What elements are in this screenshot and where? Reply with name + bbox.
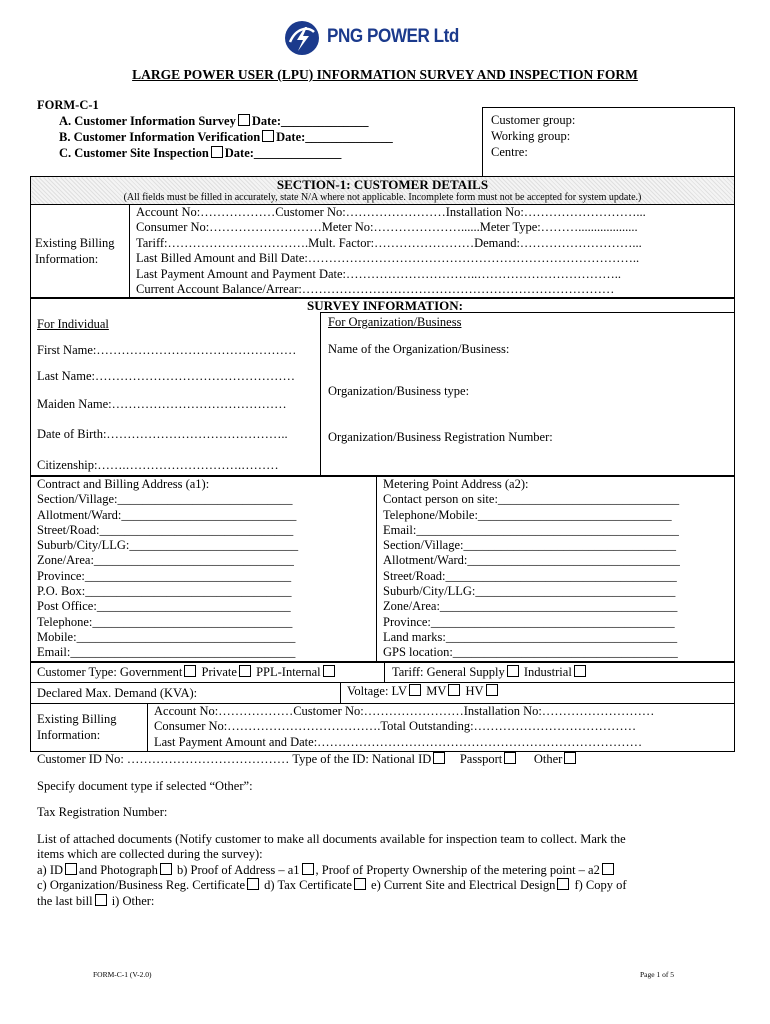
docs-intro: List of attached documents (Notify customer to make all documents available for inspection team to collect. Mark the — [37, 832, 626, 846]
billing2-line[interactable]: Last Payment Amount and Date:…………………………………………………………………… — [154, 734, 643, 749]
document-type-field[interactable]: Specify document type if selected “Other”: — [37, 779, 253, 793]
survey-title: SURVEY INFORMATION: — [307, 298, 463, 313]
stage-c-label: C. Customer Site Inspection — [59, 146, 209, 160]
doc-site-design-checkbox[interactable] — [557, 878, 569, 890]
metering-field[interactable]: Land marks:_____________________________________ — [383, 629, 678, 644]
metering-field[interactable]: Zone/Area:______________________________________ — [383, 599, 678, 614]
doc-tax-cert-checkbox[interactable] — [354, 878, 366, 890]
voltage-label: Voltage: LV — [347, 684, 408, 698]
address-field[interactable]: Section/Village:____________________________ — [37, 492, 293, 507]
metering-field[interactable]: Email:__________________________________________ — [383, 522, 679, 537]
doc-ownership-checkbox[interactable] — [602, 863, 614, 875]
mv-checkbox[interactable] — [448, 684, 460, 696]
stage-a-label: A. Customer Information Survey — [59, 114, 236, 128]
billing-line[interactable]: Current Account Balance/Arrear:………………………………………………………………… — [136, 282, 615, 297]
doc-reg-cert-checkbox[interactable] — [247, 878, 259, 890]
doc-photo-checkbox[interactable] — [160, 863, 172, 875]
logo-text: PNG POWER Ltd — [327, 26, 459, 47]
company-logo — [282, 18, 462, 58]
form-id: FORM-C-1 — [37, 98, 99, 112]
tax-registration-field[interactable]: Tax Registration Number: — [37, 805, 168, 819]
address-field[interactable]: Telephone:________________________________ — [37, 614, 293, 629]
government-checkbox[interactable] — [184, 665, 196, 677]
dob-field[interactable]: Date of Birth:…………………………………….. — [37, 427, 288, 441]
address-field[interactable]: Mobile:___________________________________ — [37, 629, 296, 644]
footer-form-version: FORM-C-1 (V-2.0) — [93, 970, 152, 979]
row-divider — [384, 662, 385, 683]
docs-intro-2: items which are collected during the survey): — [37, 847, 263, 862]
doc-e-label: e) Current Site and Electrical Design — [371, 878, 556, 893]
address-field[interactable]: Suburb/City/LLG:___________________________ — [37, 538, 299, 553]
doc-d-label: d) Tax Certificate — [264, 878, 352, 893]
footer-page-number: Page 1 of 5 — [640, 970, 674, 979]
billing-label: Existing Billing Information: — [31, 205, 130, 298]
address-field[interactable]: Street/Road:_______________________________ — [37, 522, 294, 537]
billing2-divider — [147, 704, 148, 752]
billing2-line[interactable]: Account No:………………Customer No:……………………Installation No:……………………… — [154, 704, 655, 718]
other-id-checkbox[interactable] — [564, 752, 576, 764]
national-id-checkbox[interactable] — [433, 752, 445, 764]
first-name-field[interactable]: First Name:………………………………………… — [37, 343, 297, 357]
section1-header — [31, 177, 735, 205]
stage-b-checkbox[interactable] — [262, 130, 274, 142]
address-field[interactable]: Province:_________________________________ — [37, 568, 292, 583]
other-id-label: Other — [533, 752, 563, 766]
citizenship-field[interactable]: Citizenship:…….……………………….……… — [37, 458, 279, 472]
billing2-line[interactable]: Consumer No:……………………………….Total Outstanding:………………………………… — [154, 719, 637, 734]
section1-table — [30, 176, 735, 298]
stage-c-date[interactable]: Date:______________ — [224, 146, 342, 160]
org-type-field[interactable]: Organization/Business type: — [328, 384, 470, 398]
form-title: LARGE POWER USER (LPU) INFORMATION SURVEY AND INSPECTION FORM — [132, 67, 638, 82]
mv-label: MV — [426, 684, 447, 698]
doc-photo-label: and Photograph — [79, 862, 158, 877]
centre-field[interactable]: Centre: — [491, 145, 528, 159]
stage-c-checkbox[interactable] — [211, 146, 223, 158]
customer-type-label: Customer Type: Government — [37, 665, 183, 679]
hv-label: HV — [465, 684, 484, 698]
address-field[interactable]: P.O. Box:_________________________________ — [37, 584, 292, 599]
section1-note: (All fields must be filled in accurately, state N/A where not applicable. Incomplete form must not be accepted for system update.) — [123, 192, 642, 203]
last-name-field[interactable]: Last Name:………………………………………… — [37, 369, 295, 383]
metering-address-heading: Metering Point Address (a2): — [383, 477, 529, 491]
industrial-checkbox[interactable] — [574, 665, 586, 677]
organization-heading: For Organization/Business — [328, 315, 462, 329]
private-label: Private — [201, 665, 237, 679]
billing-line[interactable]: Tariff:…………………………….Mult. Factor:……………………Demand:………………………... — [136, 235, 642, 250]
metering-field[interactable]: GPS location:____________________________________ — [383, 645, 678, 660]
customer-group-box — [482, 107, 735, 187]
metering-field[interactable]: Suburb/City/LLG:________________________________ — [383, 584, 676, 599]
doc-ownership-label: , Proof of Property Ownership of the metering point – a2 — [315, 862, 600, 877]
doc-f-label: f) Copy of — [574, 878, 627, 893]
passport-checkbox[interactable] — [504, 752, 516, 764]
ppl-internal-checkbox[interactable] — [323, 665, 335, 677]
metering-field[interactable]: Section/Village:__________________________________ — [383, 538, 676, 553]
private-checkbox[interactable] — [239, 665, 251, 677]
org-name-field[interactable]: Name of the Organization/Business: — [328, 342, 510, 356]
doc-f2-label: the last bill — [37, 893, 93, 908]
maiden-name-field[interactable]: Maiden Name:…………………………………… — [37, 397, 287, 411]
address-divider — [376, 476, 377, 662]
hv-checkbox[interactable] — [486, 684, 498, 696]
stage-b-label: B. Customer Information Verification — [59, 130, 261, 144]
individual-heading: For Individual — [37, 317, 109, 331]
customer-group-field[interactable]: Customer group: — [491, 113, 576, 127]
address-field[interactable]: Email:____________________________________ — [37, 645, 296, 660]
billing-address-heading: Contract and Billing Address (a1): — [37, 477, 210, 491]
metering-field[interactable]: Street/Road:_____________________________________ — [383, 568, 677, 583]
address-field[interactable]: Zone/Area:________________________________ — [37, 553, 294, 568]
doc-a-label: a) ID — [37, 862, 64, 877]
metering-field[interactable]: Contact person on site:_____________________________ — [383, 492, 680, 507]
section1-title: SECTION-1: CUSTOMER DETAILS — [276, 177, 489, 192]
stage-b-date[interactable]: Date:______________ — [276, 130, 393, 144]
doc-c-label: c) Organization/Business Reg. Certificate — [37, 878, 246, 893]
doc-b-label: b) Proof of Address – a1 — [176, 862, 300, 877]
billing-line[interactable]: Account No:………………Customer No:……………………Installation No:………………………... — [136, 205, 646, 219]
passport-label: Passport — [459, 752, 503, 766]
org-reg-field[interactable]: Organization/Business Registration Number: — [328, 430, 553, 444]
doc-id-checkbox[interactable] — [65, 863, 77, 875]
address-field[interactable]: Post Office:_______________________________ — [37, 599, 291, 614]
billing-line[interactable]: Last Billed Amount and Bill Date:…………………………………………………………………….. — [136, 251, 640, 266]
billing-line[interactable]: Consumer No:………………………Meter No:…………………......Meter Type:………................... — [136, 220, 638, 235]
metering-field[interactable]: Telephone/Mobile:_______________________________ — [383, 507, 672, 522]
address-field[interactable]: Allotment/Ward:____________________________ — [37, 507, 297, 522]
ppl-label: PPL-Internal — [256, 665, 321, 679]
metering-field[interactable]: Allotment/Ward:__________________________________ — [383, 553, 680, 568]
lv-checkbox[interactable] — [409, 684, 421, 696]
working-group-field[interactable]: Working group: — [491, 129, 571, 143]
tariff-label: Tariff: General Supply — [392, 665, 505, 679]
general-supply-checkbox[interactable] — [507, 665, 519, 677]
max-demand-field[interactable]: Declared Max. Demand (KVA): — [37, 686, 198, 700]
doc-address-checkbox[interactable] — [302, 863, 314, 875]
stage-a-checkbox[interactable] — [238, 114, 250, 126]
customer-id-field[interactable]: Customer ID No: ………………………………… Type of the ID: National ID — [37, 752, 432, 766]
stage-a-date[interactable]: Date:______________ — [251, 114, 369, 128]
industrial-label: Industrial — [523, 665, 572, 679]
billing-line[interactable]: Last Payment Amount and Payment Date:…………………………..…………………………….. — [136, 266, 622, 281]
lightning-globe-icon — [282, 18, 322, 58]
doc-other-field[interactable]: i) Other: — [111, 893, 155, 908]
demand-divider — [340, 683, 341, 704]
metering-field[interactable]: Province:_______________________________________ — [383, 614, 675, 629]
doc-last-bill-checkbox[interactable] — [95, 894, 107, 906]
billing2-label: Existing Billing Information: — [37, 712, 117, 742]
